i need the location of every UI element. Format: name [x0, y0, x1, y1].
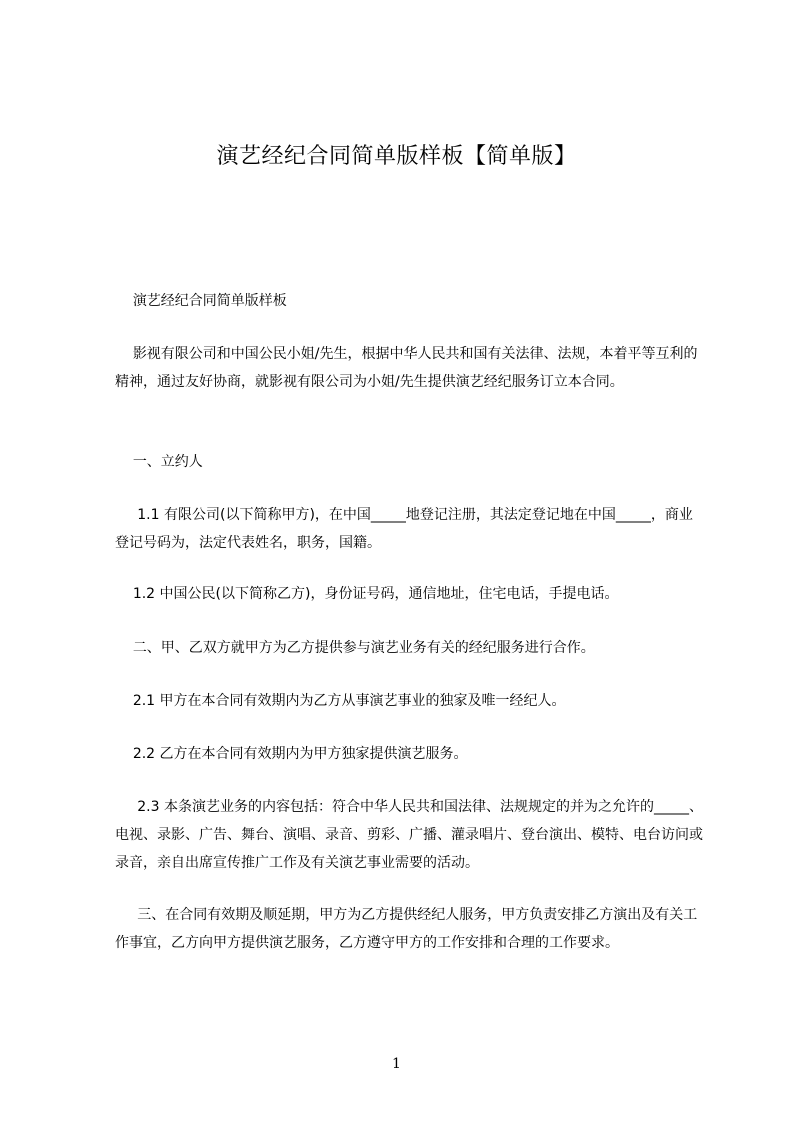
page-number: 1 [392, 1056, 401, 1072]
paragraph-clause-2-3: 2.3 本条演艺业务的内容包括：符合中华人民共和国法律、法规规定的并为之允许的_____、电视、录影、广告、舞台、演唱、录音、剪彩、广播、灌录唱片、登台演出、模特、电台访问或录音，亲自出席宣传推广工作及有关演艺事业需要的活动。 [115, 799, 703, 871]
paragraph-clause-2-1: 2.1 甲方在本合同有效期内为乙方从事演艺事业的独家及唯一经纪人。 [115, 693, 566, 709]
paragraph-subtitle: 演艺经纪合同简单版样板 [115, 293, 287, 309]
paragraph-clause-1-1: 1.1 有限公司(以下简称甲方)，在中国_____地登记注册，其法定登记地在中国_____，商业登记号码为，法定代表姓名，职务，国籍。 [115, 507, 693, 551]
document-title: 演艺经纪合同简单版样板【简单版】 [216, 144, 577, 169]
paragraph-section-1-heading: 一、立约人 [115, 454, 203, 470]
paragraph-clause-1-2: 1.2 中国公民(以下简称乙方)，身份证号码，通信地址，住宅电话，手提电话。 [115, 586, 619, 602]
paragraph-section-3: 三、在合同有效期及顺延期，甲方为乙方提供经纪人服务，甲方负责安排乙方演出及有关工作事宜，乙方向甲方提供演艺服务，乙方遵守甲方的工作安排和合理的工作要求。 [115, 907, 698, 951]
paragraph-clause-2-2: 2.2 乙方在本合同有效期内为甲方独家提供演艺服务。 [115, 746, 468, 762]
paragraph-preamble: 影视有限公司和中国公民小姐/先生，根据中华人民共和国有关法律、法规，本着平等互利的精神，通过友好协商，就影视有限公司为小姐/先生提供演艺经纪服务订立本合同。 [115, 346, 698, 390]
paragraph-section-2-heading: 二、甲、乙双方就甲方为乙方提供参与演艺业务有关的经纪服务进行合作。 [115, 640, 595, 656]
